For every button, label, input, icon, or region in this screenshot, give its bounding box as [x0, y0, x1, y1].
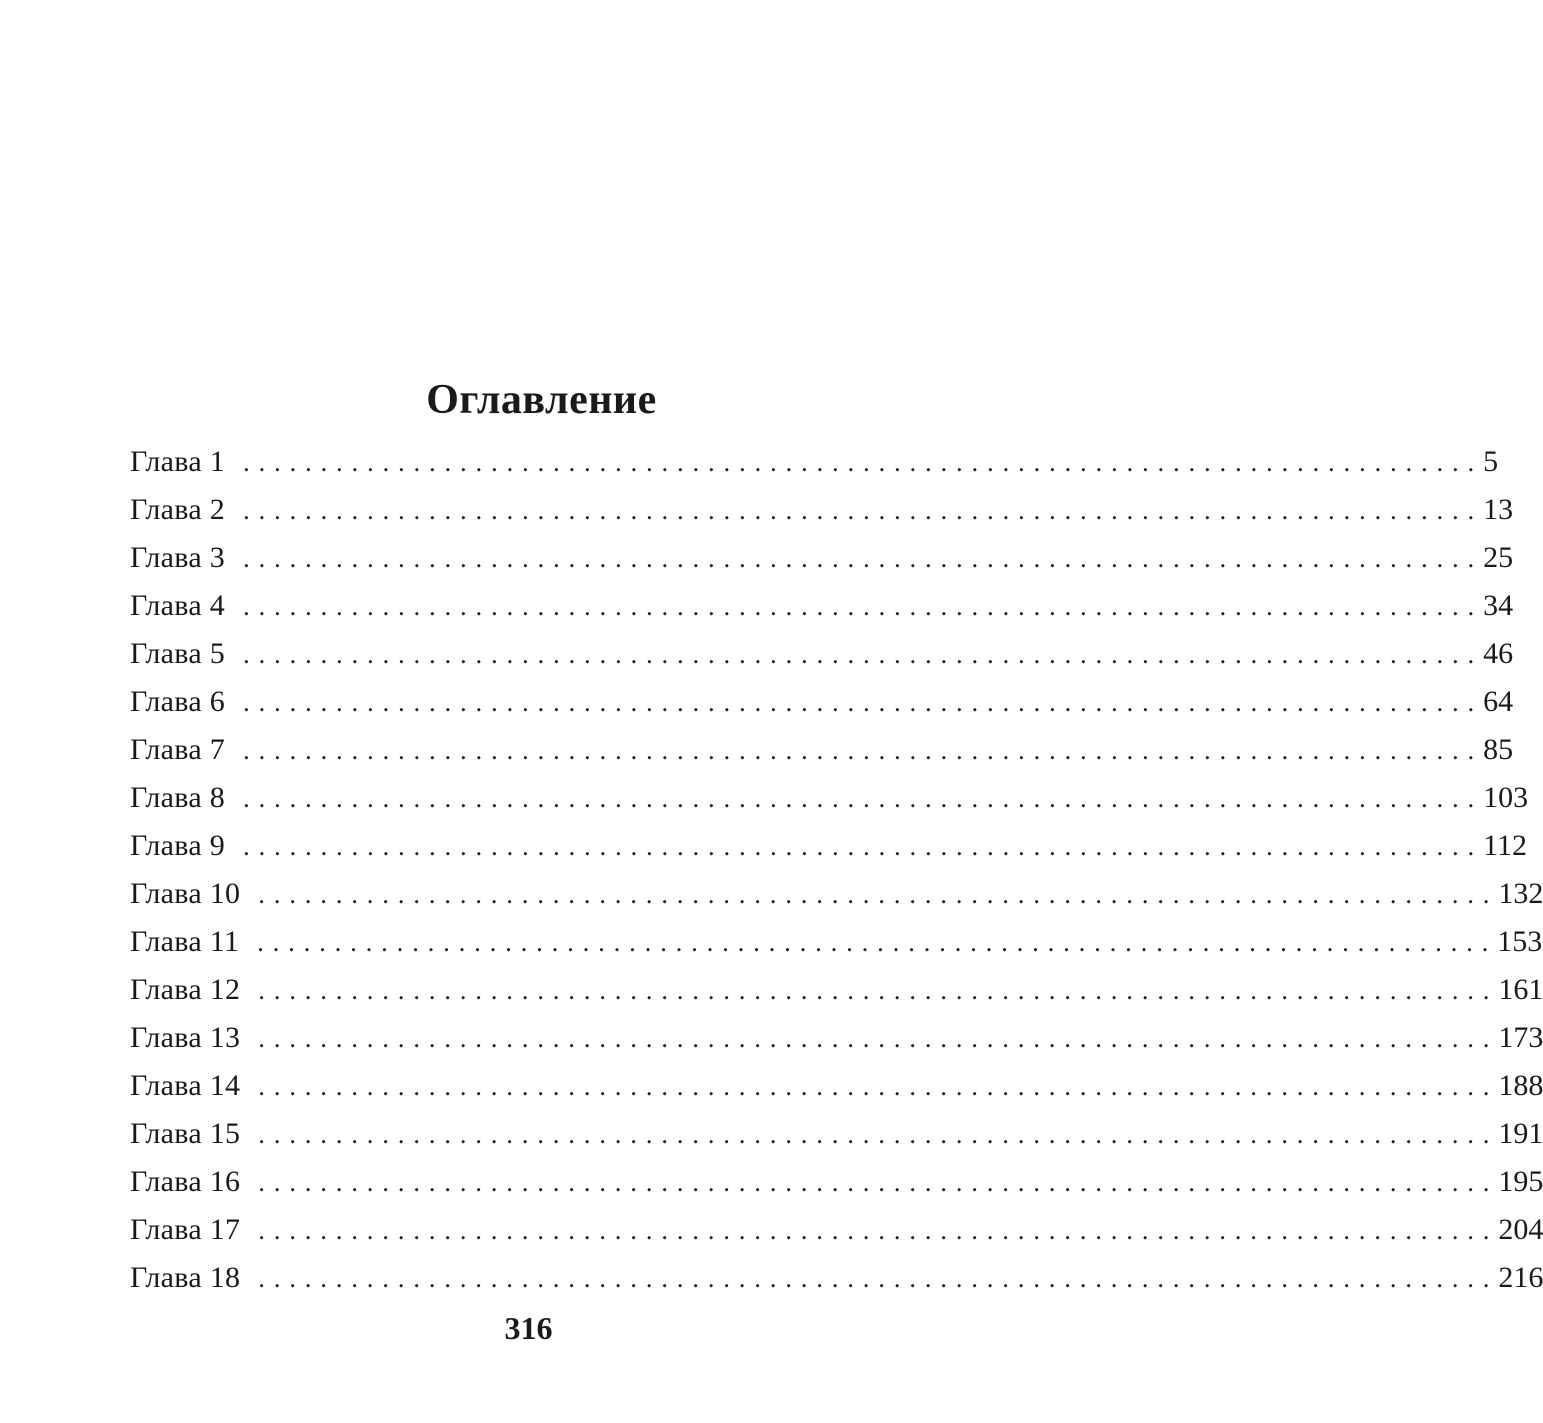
- toc-entry: [130, 678, 1514, 726]
- toc-entry-page: 64: [1483, 685, 1514, 718]
- toc-entry-page: 112: [1483, 829, 1527, 862]
- dot-leader: ................................................................................: [258, 976, 1499, 1005]
- dot-leader: ................................................................................: [258, 1024, 1499, 1053]
- dot-leader: ................................................................................: [258, 1168, 1499, 1197]
- dot-leader: ................................................................................: [243, 832, 1484, 861]
- toc-entry: [130, 726, 1514, 774]
- toc-entry: [130, 1110, 1543, 1158]
- dot-leader: ................................................................................: [258, 880, 1499, 909]
- toc-entry: [130, 966, 1543, 1014]
- toc-entry-page: 46: [1483, 637, 1514, 670]
- toc-entry-label: Глава 4: [130, 589, 226, 622]
- toc-entry: [130, 438, 1499, 486]
- toc-entry-page: 5: [1483, 445, 1499, 478]
- page-number: 316: [504, 1310, 553, 1346]
- toc-entry: [130, 870, 1543, 918]
- dot-leader: ................................................................................: [243, 784, 1484, 813]
- toc-entry-label: Глава 14: [130, 1069, 241, 1102]
- toc-entry-page: 85: [1483, 733, 1514, 766]
- toc-entry-label: Глава 9: [130, 829, 226, 862]
- toc-entry-page: 173: [1498, 1021, 1543, 1054]
- toc-entry: [130, 582, 1514, 630]
- toc-entry: [130, 822, 1527, 870]
- dot-leader: ................................................................................: [258, 1216, 1499, 1245]
- toc-entry-label: Глава 16: [130, 1165, 241, 1198]
- toc-entry-label: Глава 3: [130, 541, 226, 574]
- toc-entry-label: Глава 13: [130, 1021, 241, 1054]
- toc-entry-page: 103: [1483, 781, 1529, 814]
- toc-entry-label: Глава 15: [130, 1117, 241, 1150]
- dot-leader: ................................................................................: [243, 544, 1484, 573]
- dot-leader: ................................................................................: [258, 1072, 1499, 1101]
- toc-entry-label: Глава 8: [130, 781, 226, 814]
- toc-entry-label: Глава 5: [130, 637, 226, 670]
- dot-leader: ................................................................................: [243, 640, 1484, 669]
- toc-entry: [130, 1254, 1543, 1302]
- toc-entry-page: 25: [1483, 541, 1514, 574]
- dot-leader: ................................................................................: [258, 1264, 1499, 1293]
- dot-leader: ................................................................................: [258, 1120, 1499, 1149]
- dot-leader: ................................................................................: [243, 736, 1484, 765]
- dot-leader: ................................................................................: [243, 448, 1484, 477]
- toc-entry-label: Глава 1: [130, 445, 226, 478]
- toc-entry: [130, 918, 1543, 966]
- toc-entry-page: 34: [1483, 589, 1514, 622]
- toc-entry-label: Глава 6: [130, 685, 226, 718]
- toc-entry-page: 204: [1498, 1213, 1543, 1246]
- toc-entry-page: 161: [1498, 973, 1543, 1006]
- toc-entry-label: Глава 11: [130, 925, 240, 958]
- dot-leader: ................................................................................: [257, 928, 1498, 957]
- toc-entry-page: 13: [1483, 493, 1514, 526]
- toc-entry-page: 216: [1498, 1261, 1543, 1294]
- table-of-contents: [130, 438, 1543, 1302]
- toc-entry-page: 188: [1498, 1069, 1543, 1102]
- dot-leader: ................................................................................: [243, 688, 1484, 717]
- toc-entry: [130, 534, 1514, 582]
- toc-entry-label: Глава 12: [130, 973, 241, 1006]
- toc-entry: [130, 630, 1514, 678]
- dot-leader: ................................................................................: [243, 496, 1484, 525]
- dot-leader: ................................................................................: [243, 592, 1484, 621]
- toc-entry-page: 191: [1498, 1117, 1543, 1150]
- toc-entry-label: Глава 10: [130, 877, 241, 910]
- toc-entry: [130, 1206, 1543, 1254]
- toc-entry-label: Глава 18: [130, 1261, 241, 1294]
- toc-entry-label: Глава 7: [130, 733, 226, 766]
- toc-entry-page: 132: [1498, 877, 1543, 910]
- toc-entry-page: 153: [1497, 925, 1543, 958]
- toc-entry-label: Глава 2: [130, 493, 226, 526]
- page-title: Оглавление: [426, 377, 657, 424]
- toc-entry: [130, 1062, 1543, 1110]
- toc-entry-page: 195: [1498, 1165, 1543, 1198]
- toc-entry: [130, 774, 1529, 822]
- toc-entry: [130, 486, 1514, 534]
- toc-entry: [130, 1014, 1543, 1062]
- toc-entry: [130, 1158, 1543, 1206]
- toc-entry-label: Глава 17: [130, 1213, 241, 1246]
